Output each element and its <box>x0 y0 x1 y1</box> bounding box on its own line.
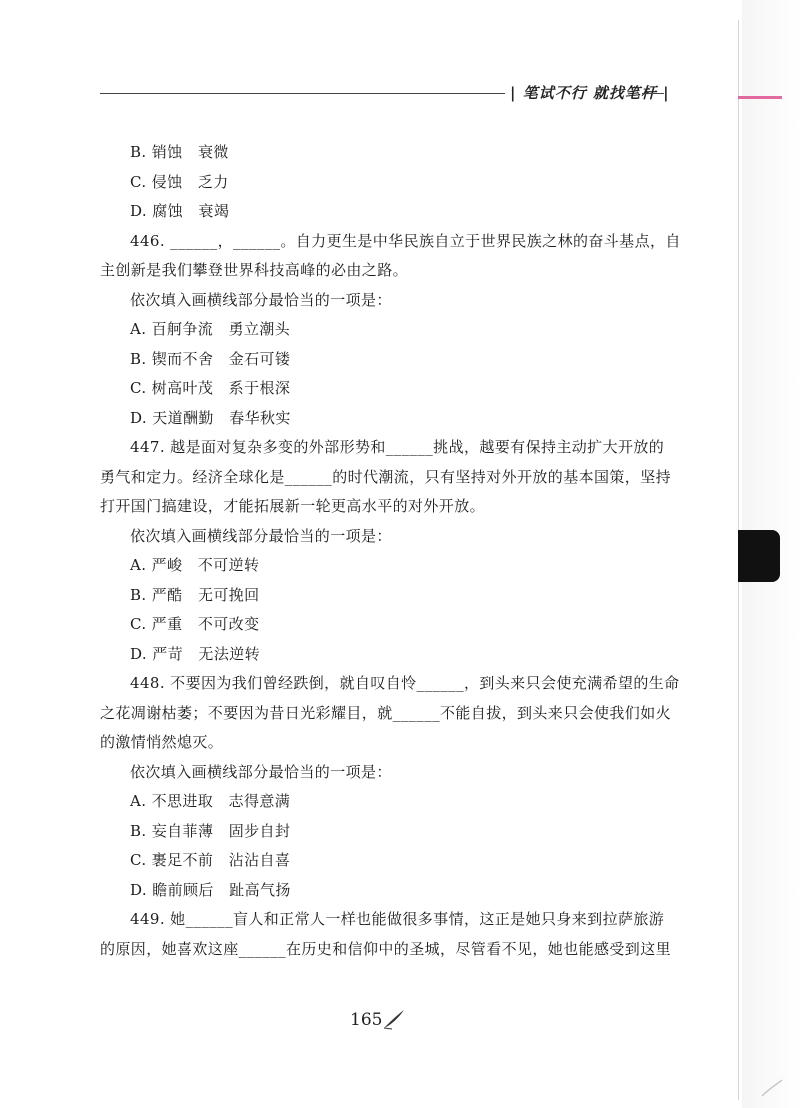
question-body <box>100 138 681 964</box>
text-line: 之花凋谢枯萎；不要因为昔日光彩耀目，就______不能自拔，到头来只会使我们如火 <box>100 703 672 722</box>
text-line: A. 严峻 不可逆转 <box>130 556 260 574</box>
text-line: 依次填入画横线部分最恰当的一项是： <box>130 526 392 545</box>
running-header-text: 笔试不行 就找笔杆 <box>522 84 657 102</box>
text-line: 的原因，她喜欢这座______在历史和信仰中的圣城，尽管看不见，她也能感受到这里 <box>100 939 672 958</box>
text-line: C. 树高叶茂 系于根深 <box>130 379 291 397</box>
text-line: 主创新是我们攀登世界科技高峰的必由之路。 <box>100 261 409 279</box>
page-number: 165 <box>350 1010 383 1030</box>
text-line: 447. 越是面对复杂多变的外部形势和______挑战，越要有保持主动扩大开放的 <box>130 438 665 456</box>
text-line: 448. 不要因为我们曾经跌倒，就自叹自怜______，到头来只会使充满希望的生命 <box>130 674 680 692</box>
header-rule-tail <box>642 93 664 94</box>
text-line: A. 不思进取 志得意满 <box>130 792 291 810</box>
text-line: 勇气和定力。经济全球化是______的时代潮流，只有坚持对外开放的基本国策，坚持 <box>100 467 672 486</box>
text-line: B. 严酷 无可挽回 <box>130 585 260 604</box>
header-rule <box>100 93 505 94</box>
text-line: 的激情悄然熄灭。 <box>100 733 224 751</box>
text-line: B. 锲而不舍 金石可镂 <box>130 349 291 368</box>
text-line: 446. ______，______。自力更生是中华民族自立于世界民族之林的奋斗基点，自 <box>130 231 681 250</box>
text-line: 依次填入画横线部分最恰当的一项是： <box>130 290 392 309</box>
text-line: B. 妄自菲薄 固步自封 <box>130 821 291 840</box>
text-line: 打开国门搞建设，才能拓展新一轮更高水平的对外开放。 <box>100 497 486 515</box>
corner-scan-mark <box>758 1076 788 1100</box>
text-line: C. 裹足不前 沾沾自喜 <box>130 851 291 869</box>
header-separator-left: | <box>510 84 517 102</box>
quill-icon <box>382 1008 406 1030</box>
text-line: D. 腐蚀 衰竭 <box>130 202 230 220</box>
text-line: 依次填入画横线部分最恰当的一项是： <box>130 762 392 781</box>
pink-edge-tab <box>738 96 782 99</box>
header-separator-right: | <box>663 84 670 102</box>
text-line: C. 侵蚀 乏力 <box>130 172 229 191</box>
text-line: D. 瞻前顾后 趾高气扬 <box>130 880 291 899</box>
text-line: D. 严苛 无法逆转 <box>130 644 261 663</box>
text-line: A. 百舸争流 勇立潮头 <box>130 320 291 338</box>
text-line: B. 销蚀 衰微 <box>130 143 229 161</box>
text-line: D. 天道酬勤 春华秋实 <box>130 408 291 427</box>
black-thumb-tab <box>738 530 780 582</box>
text-line: 449. 她______盲人和正常人一样也能做很多事情，这正是她只身来到拉萨旅游 <box>130 910 665 928</box>
text-line: C. 严重 不可改变 <box>130 615 260 633</box>
